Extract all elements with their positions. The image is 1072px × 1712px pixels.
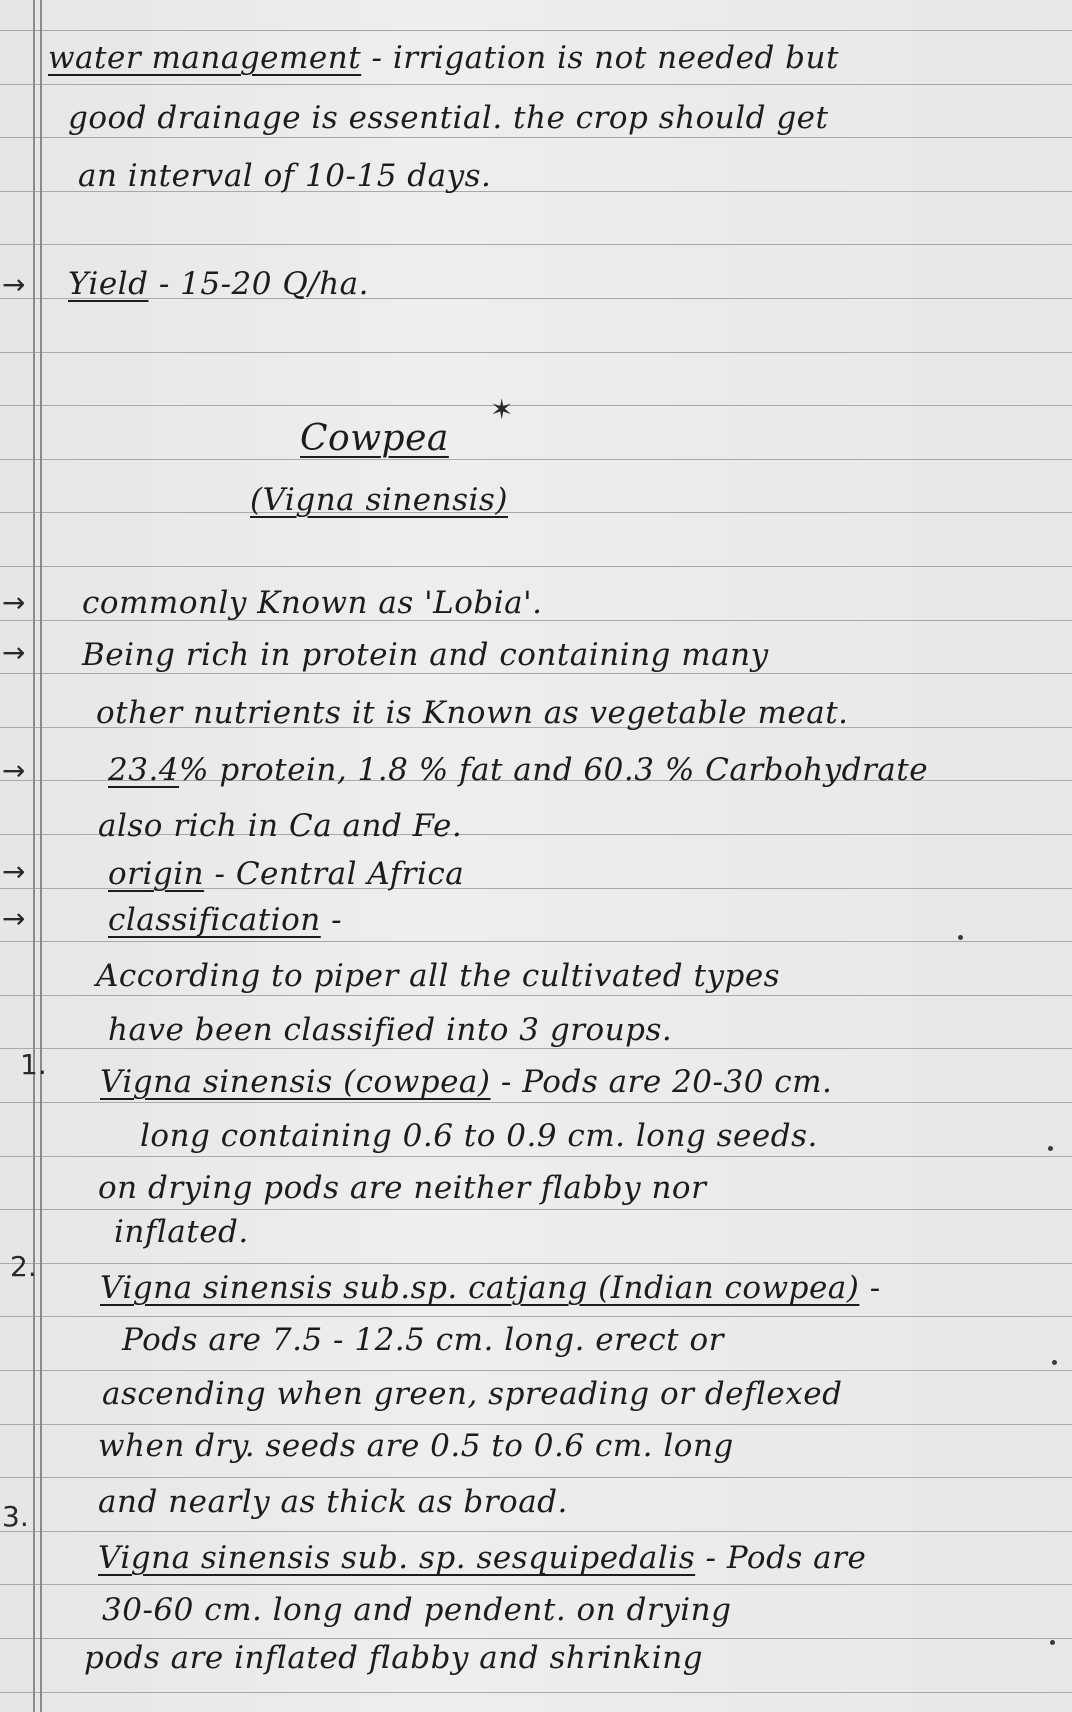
star-mark: ✶ xyxy=(490,393,514,426)
water-management-line-2: good drainage is essential. the crop should get xyxy=(68,100,829,136)
group-1-number: 1. xyxy=(20,1048,47,1081)
point-nutrition-line-1 xyxy=(108,752,928,788)
margin-line-left xyxy=(33,0,35,1712)
point-protein-line-1: Being rich in protein and containing many xyxy=(82,637,769,673)
group-1-line-3: on drying pods are neither flabby nor xyxy=(98,1170,707,1206)
ruled-line xyxy=(0,405,1072,406)
group-3-pods: - Pods are xyxy=(705,1540,867,1576)
ruled-line xyxy=(0,1692,1072,1693)
classification-dash: - xyxy=(331,902,343,938)
group-2-dash: - xyxy=(869,1270,881,1306)
group-3-line-1 xyxy=(98,1540,866,1576)
ruled-line xyxy=(0,1316,1072,1317)
ruled-line xyxy=(0,1370,1072,1371)
ruled-line xyxy=(0,1156,1072,1157)
nutrition-text: % protein, 1.8 % fat and 60.3 % Carbohydrate xyxy=(179,752,929,788)
arrow-marker-p2: → xyxy=(2,636,26,669)
protein-value: 23.4 xyxy=(108,752,180,788)
group-1-line-4: inflated. xyxy=(114,1214,249,1250)
ruled-line xyxy=(0,244,1072,245)
ruled-line xyxy=(0,1531,1072,1532)
point-origin xyxy=(108,856,464,892)
ruled-line xyxy=(0,1102,1072,1103)
yield-line xyxy=(68,266,369,302)
group-2-line-4: when dry. seeds are 0.5 to 0.6 cm. long xyxy=(98,1428,734,1464)
point-nutrition-line-2: also rich in Ca and Fe. xyxy=(98,808,463,844)
yield-arrow-marker: → xyxy=(2,268,26,301)
group-3-number: 3. xyxy=(2,1500,29,1533)
pen-dot xyxy=(1052,1360,1057,1365)
group-2-line-2: Pods are 7.5 - 12.5 cm. long. erect or xyxy=(122,1322,724,1358)
margin-line-right xyxy=(40,0,42,1712)
yield-value: - 15-20 Q/ha. xyxy=(158,266,370,302)
group-1-line-1 xyxy=(100,1064,832,1100)
classification-line-2: have been classified into 3 groups. xyxy=(108,1012,673,1048)
ruled-line xyxy=(0,84,1072,85)
origin-value: - Central Africa xyxy=(214,856,465,892)
group-2-heading: Vigna sinensis sub.sp. catjang (Indian cowpea) xyxy=(100,1270,860,1306)
water-management-line-1 xyxy=(48,40,839,76)
ruled-line xyxy=(0,1477,1072,1478)
group-2-number: 2. xyxy=(10,1250,37,1283)
classification-heading: classification xyxy=(108,902,321,938)
point-classification xyxy=(108,902,342,938)
ruled-line xyxy=(0,137,1072,138)
point-common-name: commonly Known as 'Lobia'. xyxy=(82,585,543,621)
subtitle-text: (Vigna sinensis) xyxy=(250,482,508,518)
arrow-marker-classification: → xyxy=(2,902,26,935)
arrow-marker-p1: → xyxy=(2,586,26,619)
classification-line-1: According to piper all the cultivated types xyxy=(96,958,781,994)
ruled-line xyxy=(0,1584,1072,1585)
title-text: Cowpea xyxy=(300,418,449,459)
group-2-line-5: and nearly as thick as broad. xyxy=(98,1484,568,1520)
water-management-heading: water management xyxy=(48,40,362,76)
ruled-line xyxy=(0,995,1072,996)
group-2-line-3: ascending when green, spreading or deflexed xyxy=(102,1376,843,1412)
pen-dot xyxy=(1048,1146,1053,1151)
water-management-line-3: an interval of 10-15 days. xyxy=(78,158,492,194)
ruled-line xyxy=(0,673,1072,674)
origin-heading: origin xyxy=(108,856,205,892)
ruled-line xyxy=(0,1048,1072,1049)
ruled-line xyxy=(0,1263,1072,1264)
water-management-text: - irrigation is not needed but xyxy=(371,40,839,76)
group-3-line-2: 30-60 cm. long and pendent. on drying xyxy=(102,1592,732,1628)
page-title xyxy=(300,418,449,459)
ruled-line xyxy=(0,1424,1072,1425)
group-3-heading: Vigna sinensis sub. sp. sesquipedalis xyxy=(98,1540,696,1576)
ruled-line xyxy=(0,30,1072,31)
ruled-line xyxy=(0,1209,1072,1210)
group-1-line-2: long containing 0.6 to 0.9 cm. long seeds. xyxy=(140,1118,818,1154)
pen-dot xyxy=(1050,1640,1055,1645)
ruled-line xyxy=(0,352,1072,353)
group-2-line-1 xyxy=(100,1270,881,1306)
group-1-pods: - Pods are 20-30 cm. xyxy=(500,1064,833,1100)
ruled-line xyxy=(0,512,1072,513)
page-subtitle xyxy=(250,482,508,518)
ruled-line xyxy=(0,566,1072,567)
group-3-line-3: pods are inflated flabby and shrinking xyxy=(84,1640,704,1676)
arrow-marker-origin: → xyxy=(2,855,26,888)
pen-dot xyxy=(958,935,963,940)
group-1-heading: Vigna sinensis (cowpea) xyxy=(100,1064,491,1100)
arrow-marker-p3: → xyxy=(2,754,26,787)
point-protein-line-2: other nutrients it is Known as vegetable meat. xyxy=(96,695,849,731)
ruled-line xyxy=(0,941,1072,942)
ruled-line xyxy=(0,1638,1072,1639)
ruled-line xyxy=(0,459,1072,460)
yield-heading: Yield xyxy=(68,266,149,302)
